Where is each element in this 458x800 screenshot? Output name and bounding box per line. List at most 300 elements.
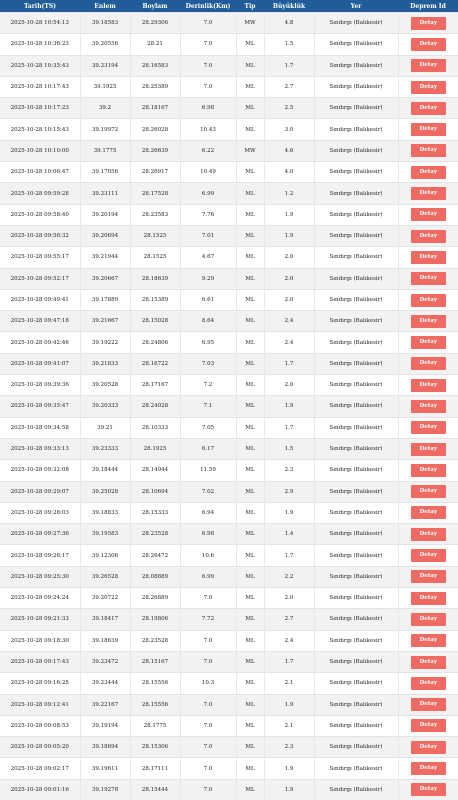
table-row bbox=[0, 289, 458, 310]
cell-date: 2025-10-28 10:15:43 bbox=[0, 119, 80, 140]
cell-location: Sındırgı (Balıkesir) bbox=[314, 481, 398, 502]
cell-magnitude: 4.0 bbox=[264, 162, 314, 183]
detail-button[interactable]: Detay bbox=[411, 762, 446, 775]
cell-action bbox=[398, 268, 458, 289]
cell-depth: 6.22 bbox=[180, 140, 236, 161]
cell-location: Sındırgı (Balıkesir) bbox=[314, 694, 398, 715]
detail-button[interactable]: Detay bbox=[411, 38, 446, 51]
cell-longitude: 28.15389 bbox=[130, 289, 180, 310]
cell-action bbox=[398, 694, 458, 715]
cell-type: ML bbox=[236, 247, 264, 268]
cell-latitude: 39.2 bbox=[80, 98, 130, 119]
cell-location: Sındırgı (Balıkesir) bbox=[314, 438, 398, 459]
cell-depth: 7.05 bbox=[180, 417, 236, 438]
detail-button[interactable]: Detay bbox=[411, 294, 446, 307]
cell-date: 2025-10-28 09:21:33 bbox=[0, 609, 80, 630]
cell-magnitude: 1.9 bbox=[264, 204, 314, 225]
cell-location: Sındırgı (Balıkesir) bbox=[314, 225, 398, 246]
cell-action bbox=[398, 779, 458, 800]
cell-type: ML bbox=[236, 460, 264, 481]
cell-depth: 7.1 bbox=[180, 396, 236, 417]
cell-location: Sındırgı (Balıkesir) bbox=[314, 76, 398, 97]
cell-date: 2025-10-28 09:28:03 bbox=[0, 502, 80, 523]
cell-magnitude: 4.6 bbox=[264, 140, 314, 161]
cell-date: 2025-10-28 09:58:40 bbox=[0, 204, 80, 225]
cell-latitude: 39.20722 bbox=[80, 588, 130, 609]
cell-date: 2025-10-28 09:16:25 bbox=[0, 673, 80, 694]
cell-longitude: 28.15028 bbox=[130, 311, 180, 332]
column-header-type[interactable]: Tip bbox=[236, 0, 264, 13]
cell-depth: 7.0 bbox=[180, 630, 236, 651]
cell-magnitude: 1.7 bbox=[264, 353, 314, 374]
cell-type: ML bbox=[236, 55, 264, 76]
cell-depth: 7.0 bbox=[180, 55, 236, 76]
detail-button[interactable]: Detay bbox=[411, 719, 446, 732]
cell-latitude: 39.20556 bbox=[80, 34, 130, 55]
cell-depth: 7.0 bbox=[180, 34, 236, 55]
cell-location: Sındırgı (Balıkesir) bbox=[314, 98, 398, 119]
cell-depth: 6.95 bbox=[180, 332, 236, 353]
cell-longitude: 28.16583 bbox=[130, 55, 180, 76]
cell-longitude: 28.10333 bbox=[130, 417, 180, 438]
cell-date: 2025-10-28 10:10:00 bbox=[0, 140, 80, 161]
cell-depth: 7.02 bbox=[180, 481, 236, 502]
cell-depth: 6.98 bbox=[180, 98, 236, 119]
cell-longitude: 28.1925 bbox=[130, 438, 180, 459]
detail-button[interactable]: Detay bbox=[411, 698, 446, 711]
cell-magnitude: 3.0 bbox=[264, 119, 314, 140]
cell-date: 2025-10-28 09:29:07 bbox=[0, 481, 80, 502]
column-header-location[interactable]: Yer bbox=[314, 0, 398, 13]
cell-latitude: 39.18583 bbox=[80, 13, 130, 34]
cell-type: ML bbox=[236, 34, 264, 55]
cell-depth: 7.2 bbox=[180, 375, 236, 396]
cell-location: Sındırgı (Balıkesir) bbox=[314, 332, 398, 353]
cell-magnitude: 2.0 bbox=[264, 289, 314, 310]
table-row bbox=[0, 737, 458, 758]
cell-magnitude: 2.3 bbox=[264, 460, 314, 481]
cell-latitude: 39.21 bbox=[80, 417, 130, 438]
cell-magnitude: 2.0 bbox=[264, 247, 314, 268]
cell-action bbox=[398, 204, 458, 225]
detail-button[interactable]: Detay bbox=[411, 81, 446, 94]
table-row bbox=[0, 375, 458, 396]
cell-longitude: 28.1775 bbox=[130, 715, 180, 736]
detail-button[interactable]: Detay bbox=[411, 656, 446, 669]
cell-action bbox=[398, 566, 458, 587]
table-row bbox=[0, 183, 458, 204]
cell-magnitude: 2.0 bbox=[264, 268, 314, 289]
cell-action bbox=[398, 502, 458, 523]
column-header-depth[interactable]: Derinlik(Km) bbox=[180, 0, 236, 13]
cell-type: ML bbox=[236, 396, 264, 417]
cell-action bbox=[398, 651, 458, 672]
table-row bbox=[0, 140, 458, 161]
cell-type: ML bbox=[236, 588, 264, 609]
cell-type: ML bbox=[236, 204, 264, 225]
cell-action bbox=[398, 34, 458, 55]
detail-button[interactable]: Detay bbox=[411, 230, 446, 243]
table-row bbox=[0, 55, 458, 76]
cell-action bbox=[398, 332, 458, 353]
cell-latitude: 39.19611 bbox=[80, 758, 130, 779]
cell-action bbox=[398, 396, 458, 417]
cell-longitude: 28.25389 bbox=[130, 76, 180, 97]
cell-latitude: 39.21944 bbox=[80, 247, 130, 268]
cell-date: 2025-10-28 09:26:17 bbox=[0, 545, 80, 566]
cell-latitude: 39.25028 bbox=[80, 481, 130, 502]
cell-latitude: 39.1775 bbox=[80, 140, 130, 161]
cell-depth: 7.0 bbox=[180, 779, 236, 800]
cell-latitude: 39.20333 bbox=[80, 396, 130, 417]
detail-button[interactable]: Detay bbox=[411, 272, 446, 285]
cell-type: ML bbox=[236, 758, 264, 779]
cell-action bbox=[398, 162, 458, 183]
cell-longitude: 28.15556 bbox=[130, 694, 180, 715]
cell-action bbox=[398, 140, 458, 161]
cell-action bbox=[398, 630, 458, 651]
cell-magnitude: 2.4 bbox=[264, 630, 314, 651]
table-row bbox=[0, 566, 458, 587]
cell-location: Sındırgı (Balıkesir) bbox=[314, 140, 398, 161]
cell-depth: 10.49 bbox=[180, 162, 236, 183]
detail-button[interactable]: Detay bbox=[411, 783, 446, 796]
table-row bbox=[0, 247, 458, 268]
cell-magnitude: 2.7 bbox=[264, 609, 314, 630]
table-row bbox=[0, 460, 458, 481]
cell-magnitude: 1.9 bbox=[264, 694, 314, 715]
cell-date: 2025-10-28 09:52:17 bbox=[0, 268, 80, 289]
cell-date: 2025-10-28 10:35:43 bbox=[0, 55, 80, 76]
table-header bbox=[0, 0, 458, 13]
cell-longitude: 28.23583 bbox=[130, 204, 180, 225]
cell-date: 2025-10-28 09:49:41 bbox=[0, 289, 80, 310]
cell-latitude: 39.19972 bbox=[80, 119, 130, 140]
table-row bbox=[0, 651, 458, 672]
cell-longitude: 28.26639 bbox=[130, 140, 180, 161]
cell-latitude: 39.12306 bbox=[80, 545, 130, 566]
table-row bbox=[0, 13, 458, 34]
cell-magnitude: 1.2 bbox=[264, 183, 314, 204]
detail-button[interactable]: Detay bbox=[411, 315, 446, 328]
detail-button[interactable]: Detay bbox=[411, 506, 446, 519]
cell-action bbox=[398, 524, 458, 545]
cell-type: ML bbox=[236, 524, 264, 545]
detail-button[interactable]: Detay bbox=[411, 634, 446, 647]
cell-location: Sındırgı (Balıkesir) bbox=[314, 545, 398, 566]
cell-type: ML bbox=[236, 119, 264, 140]
cell-date: 2025-10-28 09:24:24 bbox=[0, 588, 80, 609]
table-row bbox=[0, 673, 458, 694]
cell-magnitude: 2.5 bbox=[264, 98, 314, 119]
cell-latitude: 39.18444 bbox=[80, 460, 130, 481]
cell-latitude: 39.23444 bbox=[80, 673, 130, 694]
cell-type: ML bbox=[236, 289, 264, 310]
cell-type: ML bbox=[236, 545, 264, 566]
cell-date: 2025-10-28 09:01:16 bbox=[0, 779, 80, 800]
detail-button[interactable]: Detay bbox=[411, 528, 446, 541]
cell-latitude: 39.19194 bbox=[80, 715, 130, 736]
cell-date: 2025-10-28 09:17:43 bbox=[0, 651, 80, 672]
cell-longitude: 28.15444 bbox=[130, 779, 180, 800]
detail-button[interactable]: Detay bbox=[411, 357, 446, 370]
cell-type: ML bbox=[236, 438, 264, 459]
cell-location: Sındırgı (Balıkesir) bbox=[314, 353, 398, 374]
cell-location: Sındırgı (Balıkesir) bbox=[314, 502, 398, 523]
cell-type: ML bbox=[236, 694, 264, 715]
cell-longitude: 28.15556 bbox=[130, 673, 180, 694]
cell-action bbox=[398, 438, 458, 459]
detail-button[interactable]: Detay bbox=[411, 613, 446, 626]
detail-button[interactable]: Detay bbox=[411, 677, 446, 690]
cell-type: ML bbox=[236, 268, 264, 289]
table-row bbox=[0, 630, 458, 651]
cell-longitude: 28.1525 bbox=[130, 225, 180, 246]
table-row bbox=[0, 588, 458, 609]
cell-longitude: 28.24028 bbox=[130, 396, 180, 417]
cell-longitude: 28.19806 bbox=[130, 609, 180, 630]
cell-type: ML bbox=[236, 183, 264, 204]
cell-location: Sındırgı (Balıkesir) bbox=[314, 758, 398, 779]
cell-longitude: 28.29306 bbox=[130, 13, 180, 34]
cell-location: Sındırgı (Balıkesir) bbox=[314, 417, 398, 438]
cell-location: Sındırgı (Balıkesir) bbox=[314, 588, 398, 609]
table-row bbox=[0, 76, 458, 97]
cell-action bbox=[398, 715, 458, 736]
cell-depth: 7.72 bbox=[180, 609, 236, 630]
cell-depth: 10.3 bbox=[180, 673, 236, 694]
column-header-latitude[interactable]: Enlem bbox=[80, 0, 130, 13]
table-row bbox=[0, 545, 458, 566]
detail-button[interactable]: Detay bbox=[411, 59, 446, 72]
cell-longitude: 28.18167 bbox=[130, 98, 180, 119]
cell-latitude: 39.20667 bbox=[80, 268, 130, 289]
cell-depth: 11.59 bbox=[180, 460, 236, 481]
cell-longitude: 28.26028 bbox=[130, 119, 180, 140]
cell-action bbox=[398, 289, 458, 310]
cell-magnitude: 2.4 bbox=[264, 332, 314, 353]
detail-button[interactable]: Detay bbox=[411, 464, 446, 477]
cell-action bbox=[398, 311, 458, 332]
cell-action bbox=[398, 758, 458, 779]
cell-action bbox=[398, 225, 458, 246]
cell-action bbox=[398, 98, 458, 119]
cell-date: 2025-10-28 09:59:28 bbox=[0, 183, 80, 204]
cell-date: 2025-10-28 09:08:53 bbox=[0, 715, 80, 736]
cell-type: MW bbox=[236, 140, 264, 161]
detail-button[interactable]: Detay bbox=[411, 123, 446, 136]
cell-depth: 6.99 bbox=[180, 566, 236, 587]
cell-location: Sındırgı (Balıkesir) bbox=[314, 289, 398, 310]
detail-button[interactable]: Detay bbox=[411, 17, 446, 30]
cell-action bbox=[398, 55, 458, 76]
cell-magnitude: 1.9 bbox=[264, 758, 314, 779]
cell-date: 2025-10-28 09:42:46 bbox=[0, 332, 80, 353]
cell-date: 2025-10-28 10:17:43 bbox=[0, 76, 80, 97]
cell-date: 2025-10-28 09:33:13 bbox=[0, 438, 80, 459]
cell-location: Sındırgı (Balıkesir) bbox=[314, 630, 398, 651]
cell-longitude: 28.16722 bbox=[130, 353, 180, 374]
cell-type: ML bbox=[236, 502, 264, 523]
cell-date: 2025-10-28 10:06:47 bbox=[0, 162, 80, 183]
cell-magnitude: 2.1 bbox=[264, 715, 314, 736]
cell-latitude: 39.23333 bbox=[80, 438, 130, 459]
cell-depth: 6.94 bbox=[180, 502, 236, 523]
cell-type: ML bbox=[236, 737, 264, 758]
cell-type: ML bbox=[236, 715, 264, 736]
cell-location: Sındırgı (Balıkesir) bbox=[314, 268, 398, 289]
cell-longitude: 28.17528 bbox=[130, 183, 180, 204]
cell-latitude: 39.19222 bbox=[80, 332, 130, 353]
table-body bbox=[0, 13, 458, 800]
cell-action bbox=[398, 119, 458, 140]
table-row bbox=[0, 502, 458, 523]
cell-action bbox=[398, 545, 458, 566]
table-row bbox=[0, 353, 458, 374]
cell-location: Sındırgı (Balıkesir) bbox=[314, 609, 398, 630]
cell-depth: 8.64 bbox=[180, 311, 236, 332]
detail-button[interactable]: Detay bbox=[411, 208, 446, 221]
table-row bbox=[0, 524, 458, 545]
table-row bbox=[0, 98, 458, 119]
cell-longitude: 28.26889 bbox=[130, 588, 180, 609]
cell-location: Sındırgı (Balıkesir) bbox=[314, 13, 398, 34]
cell-latitude: 39.26528 bbox=[80, 566, 130, 587]
cell-latitude: 39.18417 bbox=[80, 609, 130, 630]
cell-depth: 7.03 bbox=[180, 353, 236, 374]
cell-action bbox=[398, 737, 458, 758]
cell-depth: 7.0 bbox=[180, 76, 236, 97]
cell-magnitude: 1.7 bbox=[264, 55, 314, 76]
cell-longitude: 28.17111 bbox=[130, 758, 180, 779]
cell-longitude: 28.26472 bbox=[130, 545, 180, 566]
detail-button[interactable]: Detay bbox=[411, 570, 446, 583]
cell-location: Sındırgı (Balıkesir) bbox=[314, 183, 398, 204]
cell-longitude: 28.15306 bbox=[130, 737, 180, 758]
detail-button[interactable]: Detay bbox=[411, 187, 446, 200]
detail-button[interactable]: Detay bbox=[411, 741, 446, 754]
table-row bbox=[0, 758, 458, 779]
cell-type: ML bbox=[236, 76, 264, 97]
cell-date: 2025-10-28 09:12:41 bbox=[0, 694, 80, 715]
cell-location: Sındırgı (Balıkesir) bbox=[314, 247, 398, 268]
cell-depth: 7.0 bbox=[180, 737, 236, 758]
detail-button[interactable]: Detay bbox=[411, 144, 446, 157]
cell-action bbox=[398, 588, 458, 609]
cell-depth: 7.0 bbox=[180, 715, 236, 736]
cell-magnitude: 2.1 bbox=[264, 673, 314, 694]
detail-button[interactable]: Detay bbox=[411, 443, 446, 456]
detail-button[interactable]: Detay bbox=[411, 251, 446, 264]
column-header-date[interactable]: Tarih(TS) bbox=[0, 0, 80, 13]
cell-latitude: 39.20528 bbox=[80, 375, 130, 396]
cell-action bbox=[398, 76, 458, 97]
cell-date: 2025-10-28 09:47:18 bbox=[0, 311, 80, 332]
cell-action bbox=[398, 183, 458, 204]
cell-latitude: 39.19278 bbox=[80, 779, 130, 800]
cell-date: 2025-10-28 09:25:30 bbox=[0, 566, 80, 587]
table-row bbox=[0, 694, 458, 715]
table-row bbox=[0, 225, 458, 246]
cell-location: Sındırgı (Balıkesir) bbox=[314, 566, 398, 587]
cell-date: 2025-10-28 10:54:13 bbox=[0, 13, 80, 34]
cell-latitude: 39.17056 bbox=[80, 162, 130, 183]
cell-date: 2025-10-28 09:55:17 bbox=[0, 247, 80, 268]
cell-type: ML bbox=[236, 162, 264, 183]
cell-date: 2025-10-28 10:17:23 bbox=[0, 98, 80, 119]
cell-magnitude: 1.7 bbox=[264, 417, 314, 438]
cell-depth: 7.0 bbox=[180, 588, 236, 609]
cell-location: Sındırgı (Balıkesir) bbox=[314, 375, 398, 396]
cell-date: 2025-10-28 09:39:36 bbox=[0, 375, 80, 396]
detail-button[interactable]: Detay bbox=[411, 421, 446, 434]
cell-latitude: 39.20694 bbox=[80, 225, 130, 246]
detail-button[interactable]: Detay bbox=[411, 336, 446, 349]
cell-depth: 6.17 bbox=[180, 438, 236, 459]
column-header-earthquake-id[interactable]: Deprem Id bbox=[398, 0, 458, 13]
table-row bbox=[0, 481, 458, 502]
detail-button[interactable]: Detay bbox=[411, 166, 446, 179]
cell-depth: 7.01 bbox=[180, 225, 236, 246]
cell-latitude: 39.21833 bbox=[80, 353, 130, 374]
cell-magnitude: 1.7 bbox=[264, 545, 314, 566]
cell-magnitude: 2.3 bbox=[264, 737, 314, 758]
table-row bbox=[0, 119, 458, 140]
cell-magnitude: 1.9 bbox=[264, 779, 314, 800]
cell-longitude: 28.15167 bbox=[130, 651, 180, 672]
cell-longitude: 28.1525 bbox=[130, 247, 180, 268]
cell-magnitude: 2.4 bbox=[264, 311, 314, 332]
cell-location: Sındırgı (Balıkesir) bbox=[314, 396, 398, 417]
cell-date: 2025-10-28 09:34:58 bbox=[0, 417, 80, 438]
cell-action bbox=[398, 375, 458, 396]
cell-depth: 9.29 bbox=[180, 268, 236, 289]
cell-type: MW bbox=[236, 13, 264, 34]
cell-type: ML bbox=[236, 651, 264, 672]
cell-date: 2025-10-28 09:56:32 bbox=[0, 225, 80, 246]
cell-date: 2025-10-28 09:32:08 bbox=[0, 460, 80, 481]
cell-longitude: 28.15333 bbox=[130, 502, 180, 523]
cell-date: 2025-10-28 10:36:23 bbox=[0, 34, 80, 55]
detail-button[interactable]: Detay bbox=[411, 379, 446, 392]
cell-location: Sındırgı (Balıkesir) bbox=[314, 524, 398, 545]
cell-magnitude: 1.5 bbox=[264, 34, 314, 55]
table-row bbox=[0, 311, 458, 332]
cell-date: 2025-10-28 09:05:20 bbox=[0, 737, 80, 758]
cell-location: Sındırgı (Balıkesir) bbox=[314, 119, 398, 140]
cell-action bbox=[398, 13, 458, 34]
detail-button[interactable]: Detay bbox=[411, 400, 446, 413]
cell-location: Sındırgı (Balıkesir) bbox=[314, 460, 398, 481]
detail-button[interactable]: Detay bbox=[411, 549, 446, 562]
cell-action bbox=[398, 609, 458, 630]
detail-button[interactable]: Detay bbox=[411, 102, 446, 115]
cell-latitude: 39.23194 bbox=[80, 55, 130, 76]
cell-depth: 7.0 bbox=[180, 13, 236, 34]
detail-button[interactable]: Detay bbox=[411, 485, 446, 498]
detail-button[interactable]: Detay bbox=[411, 592, 446, 605]
table-row bbox=[0, 268, 458, 289]
cell-longitude: 28.18639 bbox=[130, 268, 180, 289]
column-header-magnitude[interactable]: Büyüklük bbox=[264, 0, 314, 13]
column-header-longitude[interactable]: Boylam bbox=[130, 0, 180, 13]
cell-date: 2025-10-28 09:41:07 bbox=[0, 353, 80, 374]
cell-type: ML bbox=[236, 417, 264, 438]
cell-latitude: 39.1925 bbox=[80, 76, 130, 97]
cell-longitude: 28.23528 bbox=[130, 524, 180, 545]
cell-latitude: 39.23472 bbox=[80, 651, 130, 672]
cell-latitude: 39.18639 bbox=[80, 630, 130, 651]
